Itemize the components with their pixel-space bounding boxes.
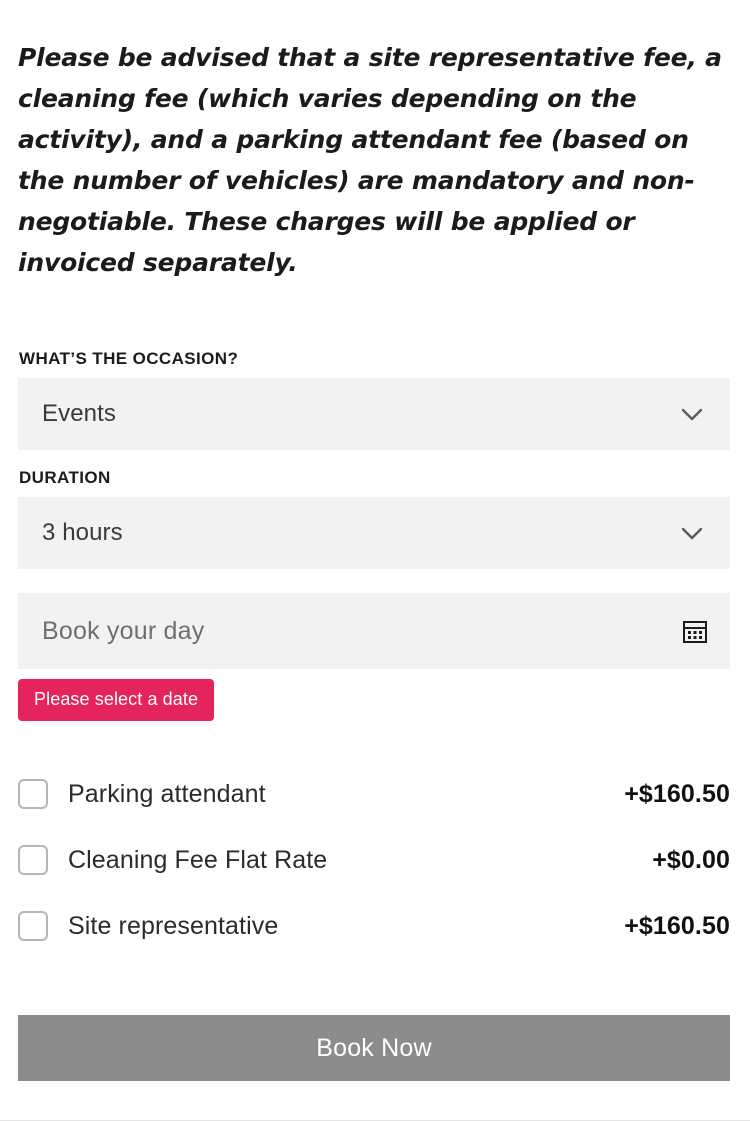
addon-label: Parking attendant [68,779,266,808]
duration-select[interactable] [18,497,730,569]
calendar-icon[interactable] [682,618,708,644]
checkbox-cleaning-fee-flat-rate[interactable] [18,845,48,875]
book-now-button[interactable]: Book Now [18,1015,730,1081]
occasion-label: WHAT’S THE OCCASION? [19,349,239,368]
addon-price: +$0.00 [652,845,730,874]
advisory-notice: Please be advised that a site representative fee, a cleaning fee (which varies depending on the activity), and a parking attendant fee (based on the number of vehicles) are mandatory and non-negotiable. These charges will be applied or invoiced separately. [18,43,722,277]
spacer [18,283,732,349]
addon-price: +$160.50 [624,911,730,940]
addon-label: Site representative [68,911,279,940]
addon-label: Cleaning Fee Flat Rate [68,845,328,874]
addon-row[interactable] [18,761,730,827]
duration-label: DURATION [19,468,111,487]
addon-row[interactable] [18,827,730,893]
duration-selected-value: 3 hours [42,519,123,546]
occasion-selected-value: Events [42,400,116,427]
chevron-down-icon [678,519,706,547]
date-input[interactable] [18,593,730,669]
addon-row[interactable] [18,893,730,959]
addon-price: +$160.50 [624,779,730,808]
spacer [18,450,732,468]
checkbox-site-representative[interactable] [18,911,48,941]
occasion-select[interactable] [18,378,730,450]
addons-list [18,761,732,959]
date-placeholder: Book your day [42,616,205,645]
date-error-message: Please select a date [18,679,214,721]
chevron-down-icon [678,400,706,428]
checkbox-parking-attendant[interactable] [18,779,48,809]
